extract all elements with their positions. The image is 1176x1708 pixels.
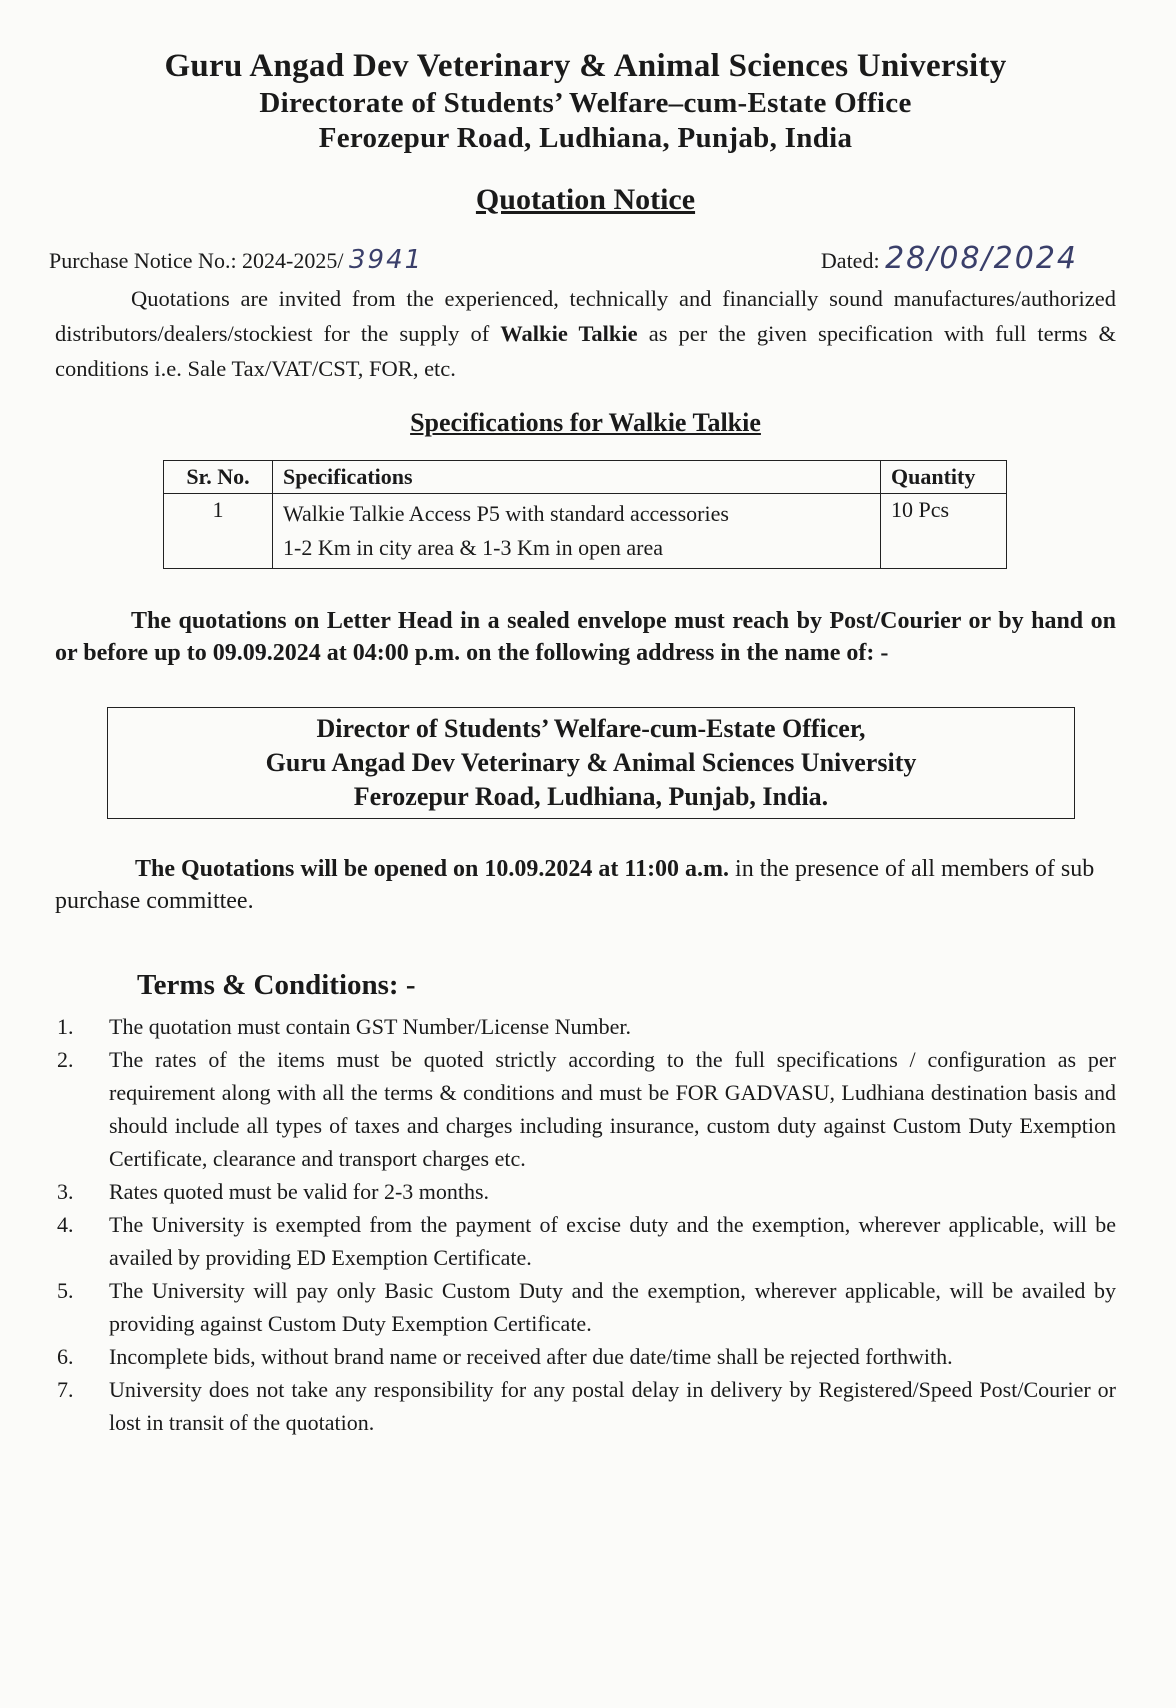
- terms-title: Terms & Conditions: -: [137, 969, 416, 1001]
- term-number: 3.: [57, 1179, 74, 1204]
- list-item: [55, 1373, 1116, 1439]
- purchase-row: [49, 241, 1116, 281]
- term-number: 4.: [57, 1212, 74, 1237]
- recipient-line-1: Director of Students’ Welfare-cum-Estate Officer,: [316, 714, 866, 743]
- document-page: [0, 48, 1176, 1708]
- term-text: University does not take any responsibility for any postal delay in delivery by Registered/Speed Post/Courier or lost in transit of the quotation.: [109, 1377, 1116, 1435]
- cell-spec: [273, 494, 881, 569]
- recipient-line-3: Ferozepur Road, Ludhiana, Punjab, India.: [353, 782, 829, 811]
- spec-table: [163, 460, 1007, 569]
- recipient-line-2: Guru Angad Dev Veterinary & Animal Sciences University: [265, 748, 917, 777]
- list-item: [55, 1043, 1116, 1175]
- spec-title: Specifications for Walkie Talkie: [410, 408, 761, 437]
- submission-paragraph: The quotations on Letter Head in a sealed envelope must reach by Post/Courier or by hand on or before up to 09.09.2024 at 04:00 p.m. on the following address in the name of: -: [55, 608, 1116, 666]
- opening-bold: The Quotations will be opened on 10.09.2024 at 11:00 a.m.: [135, 856, 730, 882]
- term-number: 2.: [57, 1047, 74, 1072]
- dated-label: Dated:: [820, 248, 880, 273]
- cell-sr: 1: [164, 494, 273, 569]
- header-address: Ferozepur Road, Ludhiana, Punjab, India: [318, 122, 853, 154]
- term-text: The University is exempted from the payment of excise duty and the exemption, wherever applicable, will be availed by providing ED Exemption Certificate.: [109, 1212, 1116, 1270]
- term-number: 7.: [57, 1377, 74, 1402]
- dated-field: [821, 241, 1078, 276]
- opening-paragraph: [55, 853, 1116, 917]
- intro-paragraph: [55, 281, 1116, 386]
- col-quantity: Quantity: [881, 461, 1007, 494]
- col-specifications: Specifications: [273, 461, 881, 494]
- term-text: Incomplete bids, without brand name or received after due date/time shall be rejected forthwith.: [109, 1344, 953, 1369]
- term-text: Rates quoted must be valid for 2-3 months.: [109, 1179, 490, 1204]
- term-text: The University will pay only Basic Custom Duty and the exemption, wherever applicable, will be availed by providing against Custom Duty Exemption Certificate.: [109, 1278, 1116, 1336]
- handwritten-date: 28/08/2024: [885, 241, 1078, 276]
- term-number: 5.: [57, 1278, 74, 1303]
- table-row: [164, 494, 1007, 569]
- intro-text-2: as per the given specification with full terms & conditions i.e. Sale Tax/VAT/CST, FOR, etc.: [55, 321, 1116, 381]
- handwritten-number: 3941: [349, 245, 424, 275]
- list-item: [55, 1208, 1116, 1274]
- list-item: [55, 1340, 1116, 1373]
- university-name: Guru Angad Dev Veterinary & Animal Sciences University: [164, 48, 1007, 84]
- term-number: 1.: [57, 1014, 74, 1039]
- spec-line-1: Walkie Talkie Access P5 with standard accessories: [283, 501, 729, 526]
- cell-quantity: 10 Pcs: [881, 494, 1007, 569]
- opening-rest: in the presence of all members of sub purchase committee.: [55, 856, 1095, 914]
- spec-line-2: 1-2 Km in city area & 1-3 Km in open area: [283, 535, 663, 560]
- list-item: [55, 1175, 1116, 1208]
- term-text: The quotation must contain GST Number/License Number.: [109, 1014, 631, 1039]
- intro-text-1: Quotations are invited from the experienced, technically and financially sound manufactures/authorized distributors/dealers/stockiest for the supply of: [55, 286, 1116, 346]
- terms-list: [55, 1010, 1116, 1439]
- notice-title: Quotation Notice: [475, 183, 696, 216]
- recipient-address-box: [107, 707, 1075, 819]
- term-number: 6.: [57, 1344, 74, 1369]
- col-sr-no: Sr. No.: [164, 461, 273, 494]
- directorate-name: Directorate of Students’ Welfare–cum-Estate Office: [259, 87, 912, 119]
- purchase-notice-number: [49, 245, 423, 275]
- list-item: [55, 1010, 1116, 1043]
- purchase-label: Purchase Notice No.: 2024-2025/: [49, 248, 344, 273]
- list-item: [55, 1274, 1116, 1340]
- spec-table-header: [164, 461, 1007, 494]
- term-text: The rates of the items must be quoted strictly according to the full specifications / configuration as per requirement along with all the terms & conditions and must be FOR GADVASU, Ludhiana destination basis and should include all types of taxes and charges including insurance, custom duty against Custom Duty Exemption Certificate, clearance and transport charges etc.: [109, 1047, 1116, 1171]
- intro-item: Walkie Talkie: [500, 321, 638, 346]
